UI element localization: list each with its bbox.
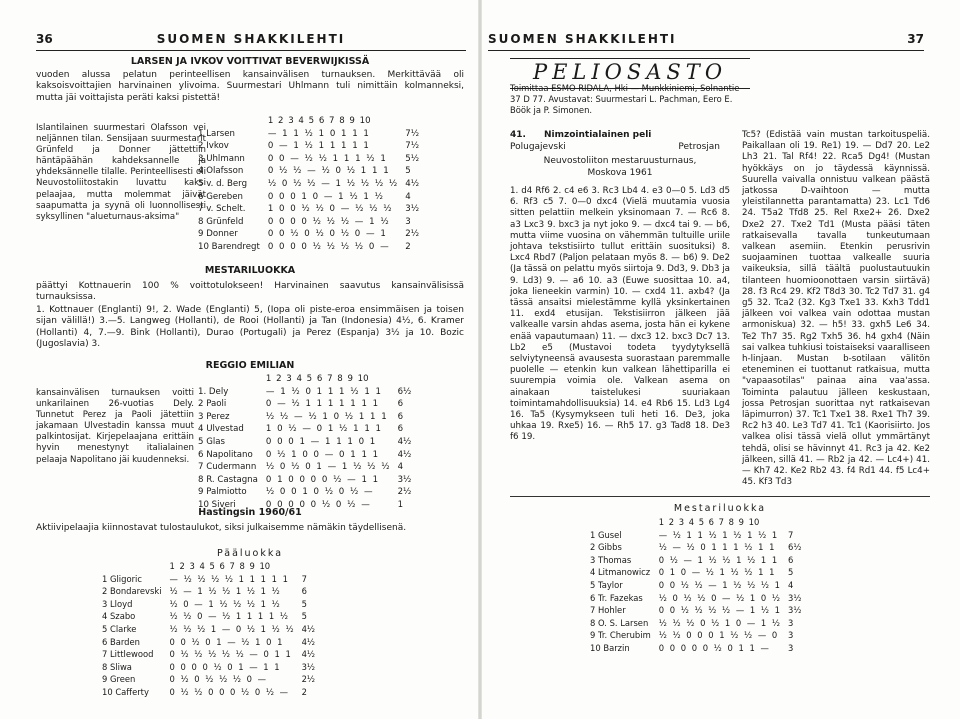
player-name: 7 v. Schelt. — [198, 204, 246, 215]
player-total: 5½ — [405, 153, 420, 164]
player-results: 0 — ½ 1 1 1 1 1 1 1 — [265, 399, 379, 410]
reggio-paragraph: kansainvälisen turnauksen voitti unkarilainen 26-vuotias Dely. Tunnetut Perez ja Paoli jätettiin jakamaan Ulvestadin kanssa muut palkintosijat. Kirjepelaajana erittäin hyvin menestynyt italialainen pelaaja Napolitano jäi kuudenneksi. — [36, 388, 194, 465]
crosstable-row — [588, 592, 803, 605]
crosstable-row — [100, 585, 317, 598]
player-results: — ½ 1 1 ½ 1 ½ 1 ½ 1 — [658, 529, 778, 540]
player-total: 7 — [787, 529, 794, 540]
intro-paragraph: vuoden alussa pelatun perinteellisen kansainvälisen turnauksen. Merkittävää oli kaksoisvoittajien harvinainen ylivoima. Suurmestari Uhlmann tuli nimittäin kolmanneksi, mutta jäi voittajista peräti kaksi pistettä! — [36, 70, 464, 103]
crosstable-row — [196, 203, 421, 216]
player-results: ½ 0 ½ ½ — 1 ½ ½ ½ ½ — [267, 178, 398, 189]
crosstable-row — [196, 449, 413, 462]
crosstable-row — [588, 629, 803, 642]
player-total: 6 — [397, 411, 404, 422]
crosstable-row — [588, 566, 803, 579]
player-results: — 1 1 ½ 1 0 1 1 1 — [267, 128, 369, 139]
crosstable-row — [196, 423, 413, 436]
player-results: 0 0 0 0 ½ ½ ½ ½ 0 — — [267, 241, 389, 252]
player-name: 2 Bondarevski — [102, 586, 162, 597]
player-name: 7 Hohler — [590, 605, 626, 616]
black-player: Petrosjan — [678, 142, 720, 152]
player-name: 8 R. Castagna — [198, 474, 258, 485]
event-name: Neuvostoliiton mestaruusturnaus, — [543, 156, 697, 166]
player-name: 1 Gligoric — [102, 573, 142, 584]
player-results: 0 0 0 0 0 ½ 0 1 1 — — [658, 642, 769, 653]
player-results: — ½ ½ ½ ½ 1 1 1 1 1 — [169, 573, 288, 584]
player-results: ½ ½ — ½ 1 0 ½ 1 1 1 — [265, 411, 387, 422]
paaluokka-heading: Pääluokka — [216, 548, 284, 559]
player-total: 2½ — [405, 229, 420, 240]
crosstable-row — [588, 604, 803, 617]
player-results: 0 0 ½ 0 ½ 0 ½ 0 — 1 — [267, 229, 386, 240]
mestariluokka-results: 1. Kottnauer (Englanti) 9!, 2. Wade (Englanti) 5, (Iopa oli piste-eroa ensimmäisen ja toisen sijan välillä!) 3.—5. Langweg (Hollanti), de Rooi (Hollanti) ja Tan (Indonesia) 4½, 6. Kramer (Hollanti) 4, 7.—9. Bink (Hollanti), Durao (Portugali) ja Perez (Espanja) 3½ ja 10. Bozic (Jugoslavia) 3. — [36, 305, 464, 349]
player-name: 3 Uhlmann — [198, 153, 245, 164]
player-name: 6 Barden — [102, 636, 140, 647]
crosstable-row — [196, 216, 421, 229]
player-total: 3½ — [397, 474, 412, 485]
player-name: 7 Littlewood — [102, 649, 154, 660]
player-name: 3 Perez — [198, 411, 230, 422]
crosstable-row — [196, 486, 413, 499]
header-numbers: 1 2 3 4 5 6 7 8 9 10 — [267, 116, 371, 126]
player-results: 0 0 — ½ ½ 1 1 1 ½ 1 — [267, 153, 386, 164]
player-results: 0 ½ 0 ½ ½ ½ 0 — — [169, 674, 266, 685]
crosstable-row — [588, 541, 803, 554]
player-total: 5 — [301, 598, 307, 609]
player-name: 4 Olafsson — [198, 166, 244, 177]
player-results: ½ ½ ½ 1 — 0 ½ 1 ½ ½ — [169, 623, 294, 634]
reggio-crosstable — [196, 373, 413, 512]
player-name: 9 Tr. Cherubim — [590, 630, 651, 641]
player-total: 3 — [405, 216, 411, 227]
player-results: ½ 0 — 1 ½ ½ ½ 1 ½ — [169, 598, 280, 609]
player-name: 6 Napolitano — [198, 449, 253, 460]
player-total: 2 — [405, 241, 411, 252]
player-name: 6 Gereben — [198, 191, 243, 202]
player-total: 3½ — [301, 661, 316, 672]
page-number: 37 — [907, 32, 924, 46]
player-results: 0 0 0 0 ½ 0 1 — 1 1 — [169, 661, 280, 672]
crosstable-row — [196, 140, 421, 153]
player-results: ½ — ½ 0 1 1 1 ½ 1 1 — [658, 542, 775, 553]
player-results: 0 0 ½ 0 1 — ½ 1 0 1 — [169, 636, 283, 647]
crosstable-row — [100, 636, 317, 649]
reggio-heading: REGGIO EMILIAN — [205, 360, 295, 371]
player-name: 5 Glas — [198, 436, 225, 447]
player-name: 10 Barendregt — [198, 241, 260, 252]
player-total: 2½ — [397, 487, 412, 498]
crosstable-row — [196, 241, 421, 254]
crosstable-row — [588, 579, 803, 592]
player-results: 0 — 1 ½ 1 1 1 1 1 — [267, 141, 369, 152]
player-total: 4½ — [301, 623, 316, 634]
header-blank — [588, 516, 657, 529]
crosstable-row — [196, 128, 421, 141]
crosstable-row — [100, 673, 317, 686]
player-name: 5 Clarke — [102, 623, 137, 634]
player-total: 3½ — [787, 605, 802, 616]
article-title: LARSEN JA IVKOV VOITTIVAT BEVERWIJKISSÄ — [130, 56, 370, 67]
player-name: 9 Donner — [198, 229, 238, 240]
running-header — [488, 32, 924, 51]
player-total: 6 — [787, 554, 794, 565]
brand-rule-top — [510, 58, 750, 59]
player-results: 0 1 0 0 0 0 ½ — 1 1 — [265, 474, 379, 485]
player-total: 4½ — [405, 178, 420, 189]
section-divider — [510, 496, 930, 497]
player-total: 7 — [301, 573, 307, 584]
player-name: 1 Larsen — [198, 128, 235, 139]
player-total: 6½ — [397, 386, 412, 397]
editors-credit: Toimittaa ESMO RIDALA, Hki — Munkkiniemi, Solnantie 37 D 77. Avustavat: Suurmestari L. Pachman, Eero E. Böök ja P. Simonen. — [510, 83, 740, 115]
player-name: 8 Grünfeld — [198, 216, 244, 227]
mestariluokka-crosstable — [588, 516, 803, 655]
crosstable-row — [100, 598, 317, 611]
player-name: 9 Palmiotto — [198, 487, 247, 498]
crosstable-row — [196, 165, 421, 178]
player-total: 5 — [787, 567, 794, 578]
header-numbers: 1 2 3 4 5 6 7 8 9 10 — [658, 517, 760, 527]
player-total: 4½ — [397, 436, 412, 447]
player-total: 6 — [397, 424, 404, 435]
player-name: 3 Lloyd — [102, 598, 133, 609]
player-results: ½ — 1 ½ ½ 1 ½ 1 ½ — [169, 586, 280, 597]
player-total: 4 — [397, 462, 404, 473]
player-name: 10 Siveri — [198, 499, 236, 510]
crosstable-row — [100, 648, 317, 661]
player-results: ½ 0 ½ ½ 0 — ½ 1 0 ½ — [658, 592, 780, 603]
player-name: 1 Gusel — [590, 529, 622, 540]
player-name: 2 Gibbs — [590, 542, 622, 553]
player-name: 4 Litmanowicz — [590, 567, 651, 578]
player-results: 0 ½ ½ — ½ 0 ½ 1 1 1 — [267, 166, 389, 177]
player-results: ½ ½ 0 — ½ 1 1 1 1 ½ — [169, 611, 288, 622]
crosstable-row — [100, 610, 317, 623]
mestariluokka-heading: Mestariluokka — [673, 503, 767, 514]
player-results: ½ ½ ½ 0 ½ 1 0 — 1 ½ — [658, 617, 780, 628]
player-total: 5 — [405, 166, 411, 177]
player-total: 3½ — [787, 592, 802, 603]
peliosasto-title: PELIOSASTO — [532, 60, 728, 84]
running-title: SUOMEN SHAKKILEHTI — [488, 32, 677, 46]
crosstable-header-row — [196, 115, 421, 128]
player-name: 6 Tr. Fazekas — [590, 592, 643, 603]
crosstable-row — [196, 411, 413, 424]
running-title: SUOMEN SHAKKILEHTI — [156, 32, 346, 46]
crosstable-row — [588, 617, 803, 630]
player-results: ½ ½ 0 0 0 1 ½ ½ — 0 — [658, 630, 778, 641]
game-opening: Nimzointialainen peli — [544, 130, 652, 140]
crosstable-row — [588, 529, 803, 542]
paaluokka-crosstable — [100, 560, 317, 699]
crosstable-row — [196, 386, 413, 399]
crosstable-row — [196, 153, 421, 166]
hastings-heading: Hastingsin 1960/61 — [198, 507, 302, 518]
page-number: 36 — [36, 32, 53, 46]
player-name: 5 Taylor — [590, 579, 623, 590]
player-results: 0 0 0 1 — 1 1 1 0 1 — [265, 436, 376, 447]
crosstable-row — [588, 554, 803, 567]
player-total: 6 — [397, 399, 404, 410]
player-total: 7½ — [405, 128, 420, 139]
player-results: 0 0 0 1 0 — 1 ½ 1 ½ — [267, 191, 383, 202]
crosstable-row — [100, 623, 317, 636]
event-place: Moskova 1961 — [587, 168, 653, 178]
crosstable-row — [196, 228, 421, 241]
player-name: 8 Sliwa — [102, 661, 132, 672]
player-name: 8 O. S. Larsen — [590, 617, 649, 628]
crosstable-header-row — [588, 516, 803, 529]
player-total: 6 — [301, 586, 307, 597]
player-results: 1 0 ½ — 0 1 ½ 1 1 1 — [265, 424, 381, 435]
crosstable-row — [196, 191, 421, 204]
player-total: 5 — [301, 611, 307, 622]
player-total: 2½ — [301, 674, 316, 685]
player-name: 10 Cafferty — [102, 686, 149, 697]
player-name: 2 Paoli — [198, 399, 227, 410]
player-results: 0 0 ½ ½ ½ ½ — 1 ½ 1 — [658, 605, 780, 616]
crosstable-row — [100, 686, 317, 699]
game-moves-column-1: 1. d4 Rf6 2. c4 e6 3. Rc3 Lb4 4. e3 0—0 5. Ld3 d5 6. Rf3 c5 7. 0—0 dxc4 (Vielä muutamia vuosia sitten pelattiin melkein yksinomaan 7. — Rc6 8. a3 Lxc3 9. bxc3 ja nyt joko 9. — dxc4 tai 9. — b6, mutta viime vuosina on vähemmän tultuille uriile johtava tekstisiirto tullut erittäin suosituksi) 8. Lxc4 Rbd7 (Paljon pelataan myös 8. — b6) 9. De2 (Ja tässä on pelattu myös siirtoja 9. Dd3, 9. Db3 ja 9. Ld3) 9. — a6 10. a3 (Euwe suosittaa 10. a4, joka lieneekin varmin) 10. — cxd4 11. axb4? (Ja tässä ansaitsi mielestämme kyllä yksinkertainen 11. exd4 etusijan. Tekstisiirron jälkeen jää valkealle varsin ahdas asema, josta hän ei kykene enää vapautumaan) 11. — dxc3 12. bxc3 Dc7 13. Lb2 e5 (Mustavoi todeta tyydytyksellä selviytyneensä avausesta suorastaan paremmalle puolelle — etenkin kun valkean lähettiparilla ei suurempia voimia ole. Valkean asema on ainakaan taistelukesi suuriakaan toimintamahdollisuuksia) 14. e4 Rb6 15. Ld3 Lg4 16. Ta5 (Kysymykseen tuli heti 16. De3, joka uhkaa 19. Rxe5) 16. — Rh5 17. g3 Tad8 18. De3 f6 19. — [510, 186, 730, 443]
white-player: Polugajevski — [510, 142, 566, 152]
crosstable-header-row — [196, 373, 413, 386]
player-results: 1 0 0 ½ ½ 0 — ½ ½ ½ — [267, 204, 392, 215]
player-total: 3 — [787, 642, 794, 653]
player-results: 0 0 0 0 0 ½ 0 ½ — — [265, 499, 370, 510]
player-results: 0 0 ½ ½ — 1 ½ ½ ½ 1 — [658, 579, 780, 590]
crosstable-row — [196, 436, 413, 449]
player-total: 6½ — [787, 542, 802, 553]
game-moves-column-2: Tc5? (Edistää vain mustan tarkoituspeliä. Paikallaan oli 19. Re1) 19. — Dd7 20. Le2 Lh3 21. Tal Rf4! 22. Rca5 Dg4! (Mustan hyökkäys on jo täydessä käynnissä. Suurella vaivalla onnistuu valkean päästä jatkossa D-vaihtoon — mutta yleistilannetta parantamatta) 23. Lc1 Td6 24. T5a2 Tfd8 25. Rel Rxe2+ 26. Dxe2 Dxe2 27. Txe2 Td1 (Musta pääsi täten ratkaisevalla tavalla tunkeutumaan valkean asemiin. Etenkin perusrivin suojaaminen tuottaa valkealle suuria vaikeuksia, sillä täältä puolustautuukin tilanteen huomioonottaen varsin siirtävä) 28. f3 Rc4 29. Kf2 T8d3 30. Tc2 Td7 31. g4 g5 32. Tca2 (32. Kg3 Txe1 33. Kxh3 Tdd1 jälkeen voi valkea vain odottaa mustan armoniskua) 32. — h5! 33. gxh5 Le6 34. Te2 Th7 35. Rg2 Txh5 36. h4 gxh4 (Näin sai valkea tuhkiusi toistaiseksi vaaralliseen h-linjaan. Mustan b-sotilaan välitön eteneminen ei tuottanut ratkaisua, mutta "vapaasotilas" painaa aina vaa'assa. Toiminta palautuu jälleen keskustaan, jossa Petrosjan suorittaa nyt ratkaisevan läpimurron) 37. Tc1 Txe1 38. Rxe1 Th7 39. Rc2 h3 40. Le3 Td7 41. Tc1 (Kaorisiirto. Jos valkea olisi tässä vielä ollut ymmärtänyt tehdä, olisi se hävinnyt 41. Rc3 ja 42. Ke2 jälkeen, sillä 41. — Rb2 ja 42. — Lc4+) 41. — Kh7 42. Ke2 Rb2 43. f4 Rd1 44. f5 Lc4+ 45. Kf3 Td3 — [742, 130, 930, 488]
header-blank — [100, 560, 168, 573]
player-total: 4½ — [301, 649, 316, 660]
player-results: 0 ½ — 1 ½ ½ 1 ½ 1 1 — [658, 554, 778, 565]
player-name: 7 Cudermann — [198, 462, 257, 473]
player-total: 4 — [787, 579, 794, 590]
player-name: 3 Thomas — [590, 554, 632, 565]
player-name: 9 Green — [102, 674, 136, 685]
header-numbers: 1 2 3 4 5 6 7 8 9 10 — [265, 374, 369, 384]
olafsson-paragraph: Islantilainen suurmestari Olafsson vei neljännen tilan. Sensijaan suurmestarit Grünfeld ja Donner jättettiin häntäpäähän kahdeksannelle ja yhdeksännelle tilalle. Perinteellisesti oli Neuvostoliitostakin luvattu kaksi pelaajaa, mutta molemmat jäivät saapumatta ja syynä oli luonnollisesti syksyllinen "alueturnaus-aksima" — [36, 123, 206, 222]
crosstable-row — [196, 398, 413, 411]
player-results: 0 1 0 — ½ 1 ½ ½ 1 1 — [658, 567, 775, 578]
player-results: — 1 ½ 0 1 1 1 ½ 1 1 — [265, 386, 381, 397]
game-number: 41. — [510, 130, 526, 140]
right-page — [480, 0, 960, 719]
player-name: 1. Dely — [198, 386, 229, 397]
player-total: 1 — [397, 499, 404, 510]
player-results: ½ 0 0 1 0 ½ 0 ½ — — [265, 487, 373, 498]
header-numbers: 1 2 3 4 5 6 7 8 9 10 — [169, 561, 271, 571]
mestariluokka-paragraph: päättyi Kottnauerin 100 % voittotulokseen! Harvinainen saavutus kansainvälisissä turnauksissa. — [36, 281, 464, 303]
player-results: 0 ½ ½ ½ ½ ½ — 0 1 1 — [169, 649, 291, 660]
hastings-paragraph: Aktiivipelaajia kiinnostavat tulostaulukot, siksi julkaisemme nämäkin täydellisenä. — [36, 523, 407, 533]
crosstable-row — [196, 461, 413, 474]
crosstable-row — [196, 178, 421, 191]
player-results: 0 ½ ½ 0 0 0 ½ 0 ½ — — [169, 686, 288, 697]
mestariluokka-heading: MESTARILUOKKA — [204, 265, 296, 276]
header-blank — [196, 373, 264, 386]
player-results: ½ 0 ½ 0 1 — 1 ½ ½ ½ — [265, 462, 390, 473]
crosstable-row — [588, 642, 803, 655]
player-name: 10 Barzin — [590, 642, 630, 653]
player-name: 4 Ulvestad — [198, 424, 244, 435]
player-total: 4½ — [397, 449, 412, 460]
player-results: 0 0 0 0 ½ ½ ½ — 1 ½ — [267, 216, 389, 227]
player-name: 5 v. d. Berg — [198, 178, 248, 189]
crosstable-row — [100, 661, 317, 674]
crosstable-row — [100, 573, 317, 586]
crosstable-row — [196, 474, 413, 487]
player-name: 4 Szabo — [102, 611, 136, 622]
player-total: 4 — [405, 191, 411, 202]
player-name: 2 Ivkov — [198, 141, 229, 152]
player-total: 2 — [301, 686, 307, 697]
player-results: 0 ½ 1 0 0 — 0 1 1 1 — [265, 449, 379, 460]
player-total: 3 — [787, 617, 794, 628]
crosstable-header-row — [100, 560, 317, 573]
header-blank — [196, 115, 266, 128]
player-total: 7½ — [405, 141, 420, 152]
running-header — [36, 32, 466, 51]
player-total: 3½ — [405, 204, 420, 215]
player-total: 3 — [787, 630, 794, 641]
player-total: 4½ — [301, 636, 316, 647]
beverwijk-crosstable — [196, 115, 421, 254]
